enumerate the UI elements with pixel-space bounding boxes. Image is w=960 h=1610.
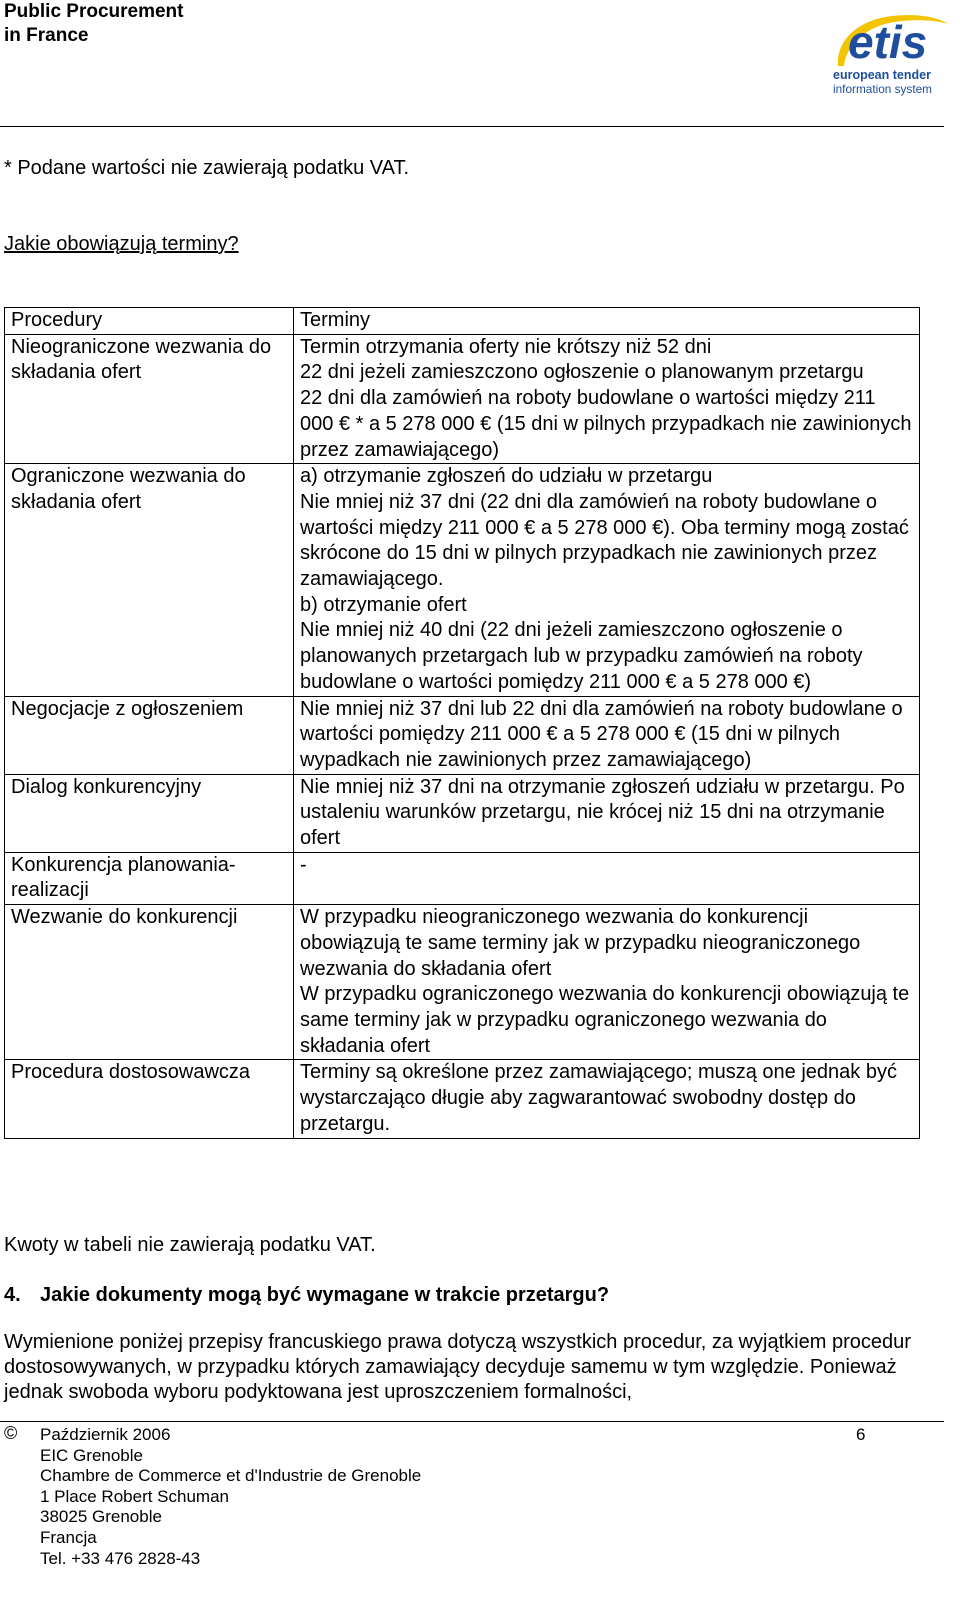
deadline-text: Nie mniej niż 37 dni lub 22 dni dla zamówień na roboty budowlane o wartości pomiędzy 211 000 € a 5 278 000 € (15 dni w pilnych wypadkach nie zawinionych przez zamawiającego): [300, 697, 903, 771]
table-row: [5, 1060, 920, 1138]
header-divider: [0, 126, 944, 127]
footer-line: 38025 Grenoble: [40, 1507, 162, 1527]
deadline-text: -: [300, 853, 307, 876]
footer-line: Październik 2006: [40, 1425, 171, 1444]
table-header-procedures: Procedury: [5, 308, 294, 335]
page-number: 6: [856, 1425, 866, 1444]
section-heading: [4, 1282, 609, 1308]
header-title-line-2: in France: [4, 25, 89, 46]
table-row: [5, 905, 920, 1060]
table-row: [5, 852, 920, 904]
procedure-name: Dialog konkurencyjny: [5, 774, 294, 852]
table-row: [5, 696, 920, 774]
deadline-text: Nie mniej niż 37 dni na otrzymanie zgłoszeń udziału w przetargu. Po ustaleniu warunków przetargu, nie krócej niż 15 dni na otrzymanie ofert: [300, 775, 905, 850]
footer-divider: [0, 1421, 944, 1422]
footer-line: Tel. +33 476 2828-43: [40, 1548, 201, 1568]
table-vat-note: Kwoty w tabeli nie zawierają podatku VAT.: [4, 1234, 376, 1256]
procedure-deadlines: [294, 464, 920, 696]
table-row: [5, 464, 920, 696]
procedure-name: Negocjacje z ogłoszeniem: [5, 696, 294, 774]
copyright-icon: ©: [4, 1423, 18, 1443]
deadline-text: a) otrzymanie zgłoszeń do udziału w przetargu: [300, 465, 713, 488]
deadline-text: W przypadku ograniczonego wezwania do konkurencji obowiązują te same terminy jak w przypadku ograniczonego wezwania do składania ofert: [300, 983, 910, 1057]
procedure-name: Procedura dostosowawcza: [5, 1060, 294, 1138]
deadline-text: Termin otrzymania oferty nie krótszy niż 52 dni: [300, 335, 712, 358]
deadline-text: 22 dni jeżeli zamieszczono ogłoszenie o planowanym przetargu: [300, 361, 864, 384]
logo-tagline-line-2: information system: [833, 82, 932, 96]
vat-note: * Podane wartości nie zawierają podatku VAT.: [4, 157, 410, 179]
table-row: [5, 334, 920, 464]
section-title: Jakie dokumenty mogą być wymagane w trakcie przetargu?: [40, 1284, 610, 1306]
table-header-row: [5, 308, 920, 335]
deadline-text: 22 dni dla zamówień na roboty budowlane o wartości między 211 000 € * a 5 278 000 € (15 dni w pilnych przypadkach nie zawinionych przez zamawiającego): [300, 387, 912, 461]
logo-wordmark: etis: [848, 16, 928, 68]
footer-address: [40, 1425, 421, 1569]
body-paragraph: Wymienione poniżej przepisy francuskiego prawa dotyczą wszystkich procedur, za wyjątkiem procedur dostosowywanych, w przypadku których zamawiający decyduje samemu w tym względzie. Ponieważ jednak swoboda wyboru podyktowana jest uproszczeniem formalności,: [4, 1331, 911, 1403]
deadline-text: W przypadku nieograniczonego wezwania do konkurencji obowiązują te same terminy jak w przypadku nieograniczonego wezwania do składania ofert: [300, 906, 861, 980]
footer-line: 1 Place Robert Schuman: [40, 1486, 229, 1506]
procedure-name: Wezwanie do konkurencji: [5, 905, 294, 1060]
logo-tagline-line-1: european tender: [833, 68, 931, 82]
table-header-deadlines: Terminy: [294, 308, 920, 335]
deadline-text: Nie mniej niż 37 dni (22 dni dla zamówień na roboty budowlane o wartości między 211 000 € a 5 278 000 €). Oba terminy mogą zostać skrócone do 15 dni w pilnych przypadkach nie zawinionych przez zamawiającego.: [300, 490, 909, 591]
procedure-deadlines: [294, 334, 920, 464]
deadline-text: b) otrzymanie ofert: [300, 593, 467, 616]
table-row: [5, 774, 920, 852]
footer-line: Chambre de Commerce et d'Industrie de Grenoble: [40, 1466, 422, 1486]
footer-line: EIC Grenoble: [40, 1445, 143, 1465]
procedure-deadlines: [294, 774, 920, 852]
procedure-name: Nieograniczone wezwania do składania ofert: [5, 334, 294, 464]
procedure-name: Ograniczone wezwania do składania ofert: [5, 464, 294, 696]
footer-line: Francja: [40, 1527, 97, 1547]
procedure-deadlines: [294, 905, 920, 1060]
procedure-name: Konkurencja planowania-realizacji: [5, 852, 294, 904]
procedure-deadlines: [294, 852, 920, 904]
procedures-deadlines-table: [4, 307, 920, 1139]
document-header-title: [4, 0, 184, 48]
deadline-text: Nie mniej niż 40 dni (22 dni jeżeli zamieszczono ogłoszenie o planowanych przetargach lub w przypadku zamówień na roboty budowlane o wartości pomiędzy 211 000 € a 5 278 000 €): [300, 619, 863, 693]
header-title-line-1: Public Procurement: [4, 1, 184, 22]
deadlines-question-link[interactable]: Jakie obowiązują terminy?: [4, 233, 239, 255]
etis-logo: [832, 2, 954, 98]
deadline-text: Terminy są określone przez zamawiającego; muszą one jednak być wystarczająco długie aby zagwarantować swobodny dostęp do przetargu.: [300, 1061, 897, 1135]
section-number: 4.: [4, 1284, 21, 1306]
procedure-deadlines: [294, 1060, 920, 1138]
procedure-deadlines: [294, 696, 920, 774]
